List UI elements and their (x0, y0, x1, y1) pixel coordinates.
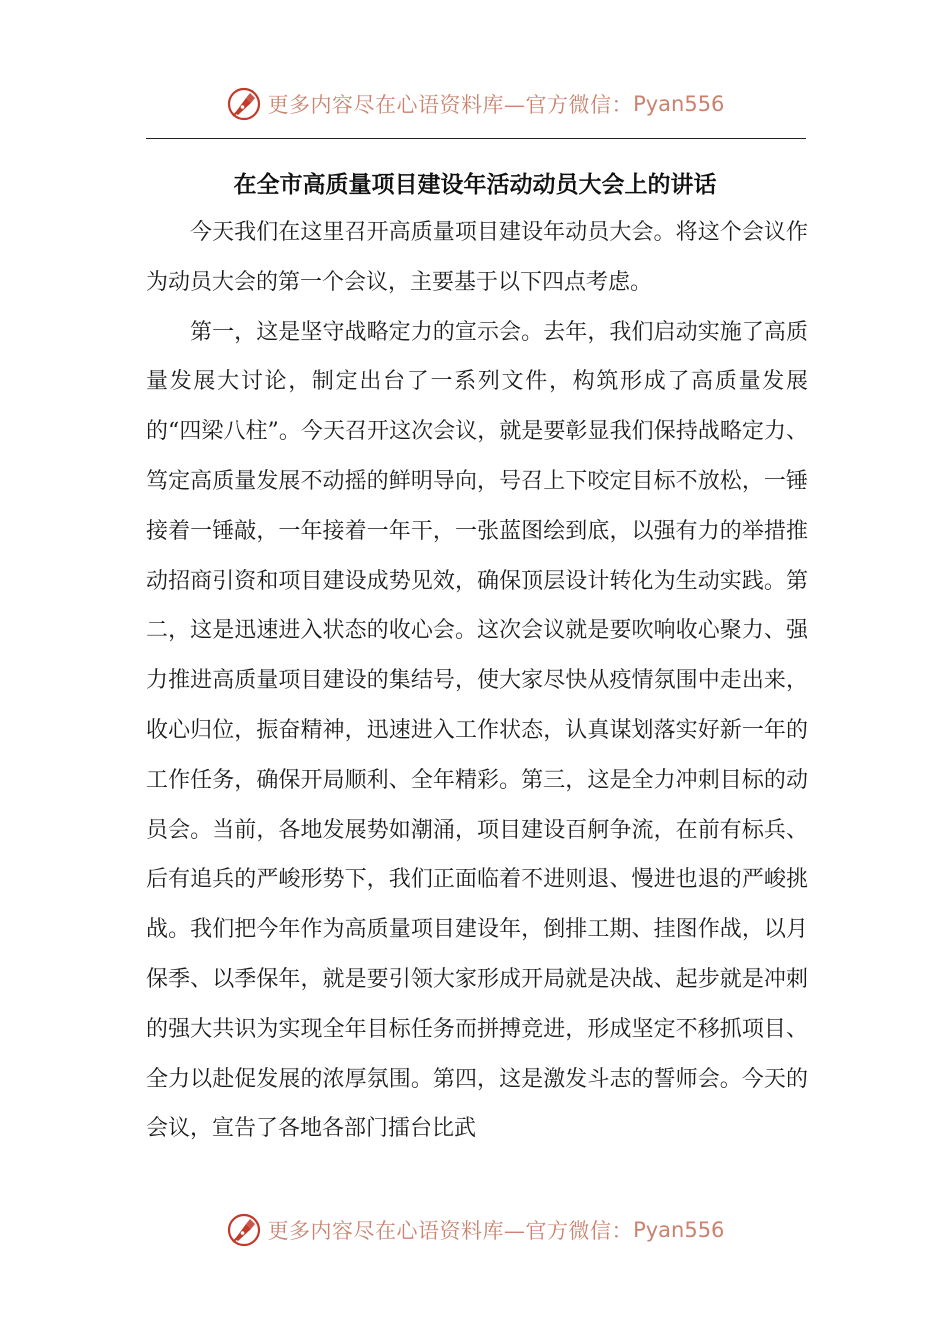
banner-wechat-handle: Pyan556 (633, 1218, 725, 1242)
document-title: 在全市高质量项目建设年活动动员大会上的讲话 (233, 172, 717, 198)
banner-text: 更多内容尽在心语资料库—官方微信： (267, 93, 634, 117)
header-divider (146, 138, 806, 139)
paragraph: 今天我们在这里召开高质量项目建设年动员大会。将这个会议作为动员大会的第一个会议，主要基于以下四点考虑。 (146, 220, 808, 295)
document-body (146, 208, 808, 1154)
banner-wechat-handle: Pyan556 (633, 92, 725, 116)
pen-nib-logo-icon (226, 86, 262, 122)
paragraph: 第一，这是坚守战略定力的宣示会。去年，我们启动实施了高质量发展大讨论，制定出台了一系列文件，构筑形成了高质量发展的“四梁八柱”。今天召开这次会议，就是要彰显我们保持战略定力、笃定高质量发展不动摇的鲜明导向，号召上下咬定目标不放松，一锤接着一锤敲，一年接着一年干，一张蓝图绘到底，以强有力的举措推动招商引资和项目建设成势见效，确保顶层设计转化为生动实践。第二，这是迅速进入状态的收心会。这次会议就是要吹响收心聚力、强力推进高质量项目建设的集结号，使大家尽快从疫情氛围中走出来，收心归位，振奋精神，迅速进入工作状态，认真谋划落实好新一年的工作任务，确保开局顺利、全年精彩。第三，这是全力冲刺目标的动员会。当前，各地发展势如潮涌，项目建设百舸争流，在前有标兵、后有追兵的严峻形势下，我们正面临着不进则退、慢进也退的严峻挑战。我们把今年作为高质量项目建设年，倒排工期、挂图作战，以月保季、以季保年，就是要引领大家形成开局就是决战、起步就是冲刺的强大共识为实现全年目标任务而拼搏竞进，形成坚定不移抓项目、全力以赴促发展的浓厚氛围。第四，这是激发斗志的誓师会。今天的会议，宣告了各地各部门擂台比武 (146, 319, 808, 1142)
footer-watermark-banner (0, 1210, 950, 1250)
pen-nib-logo-icon (226, 1212, 262, 1248)
banner-text: 更多内容尽在心语资料库—官方微信： (267, 1219, 634, 1243)
header-watermark-banner (0, 84, 950, 124)
